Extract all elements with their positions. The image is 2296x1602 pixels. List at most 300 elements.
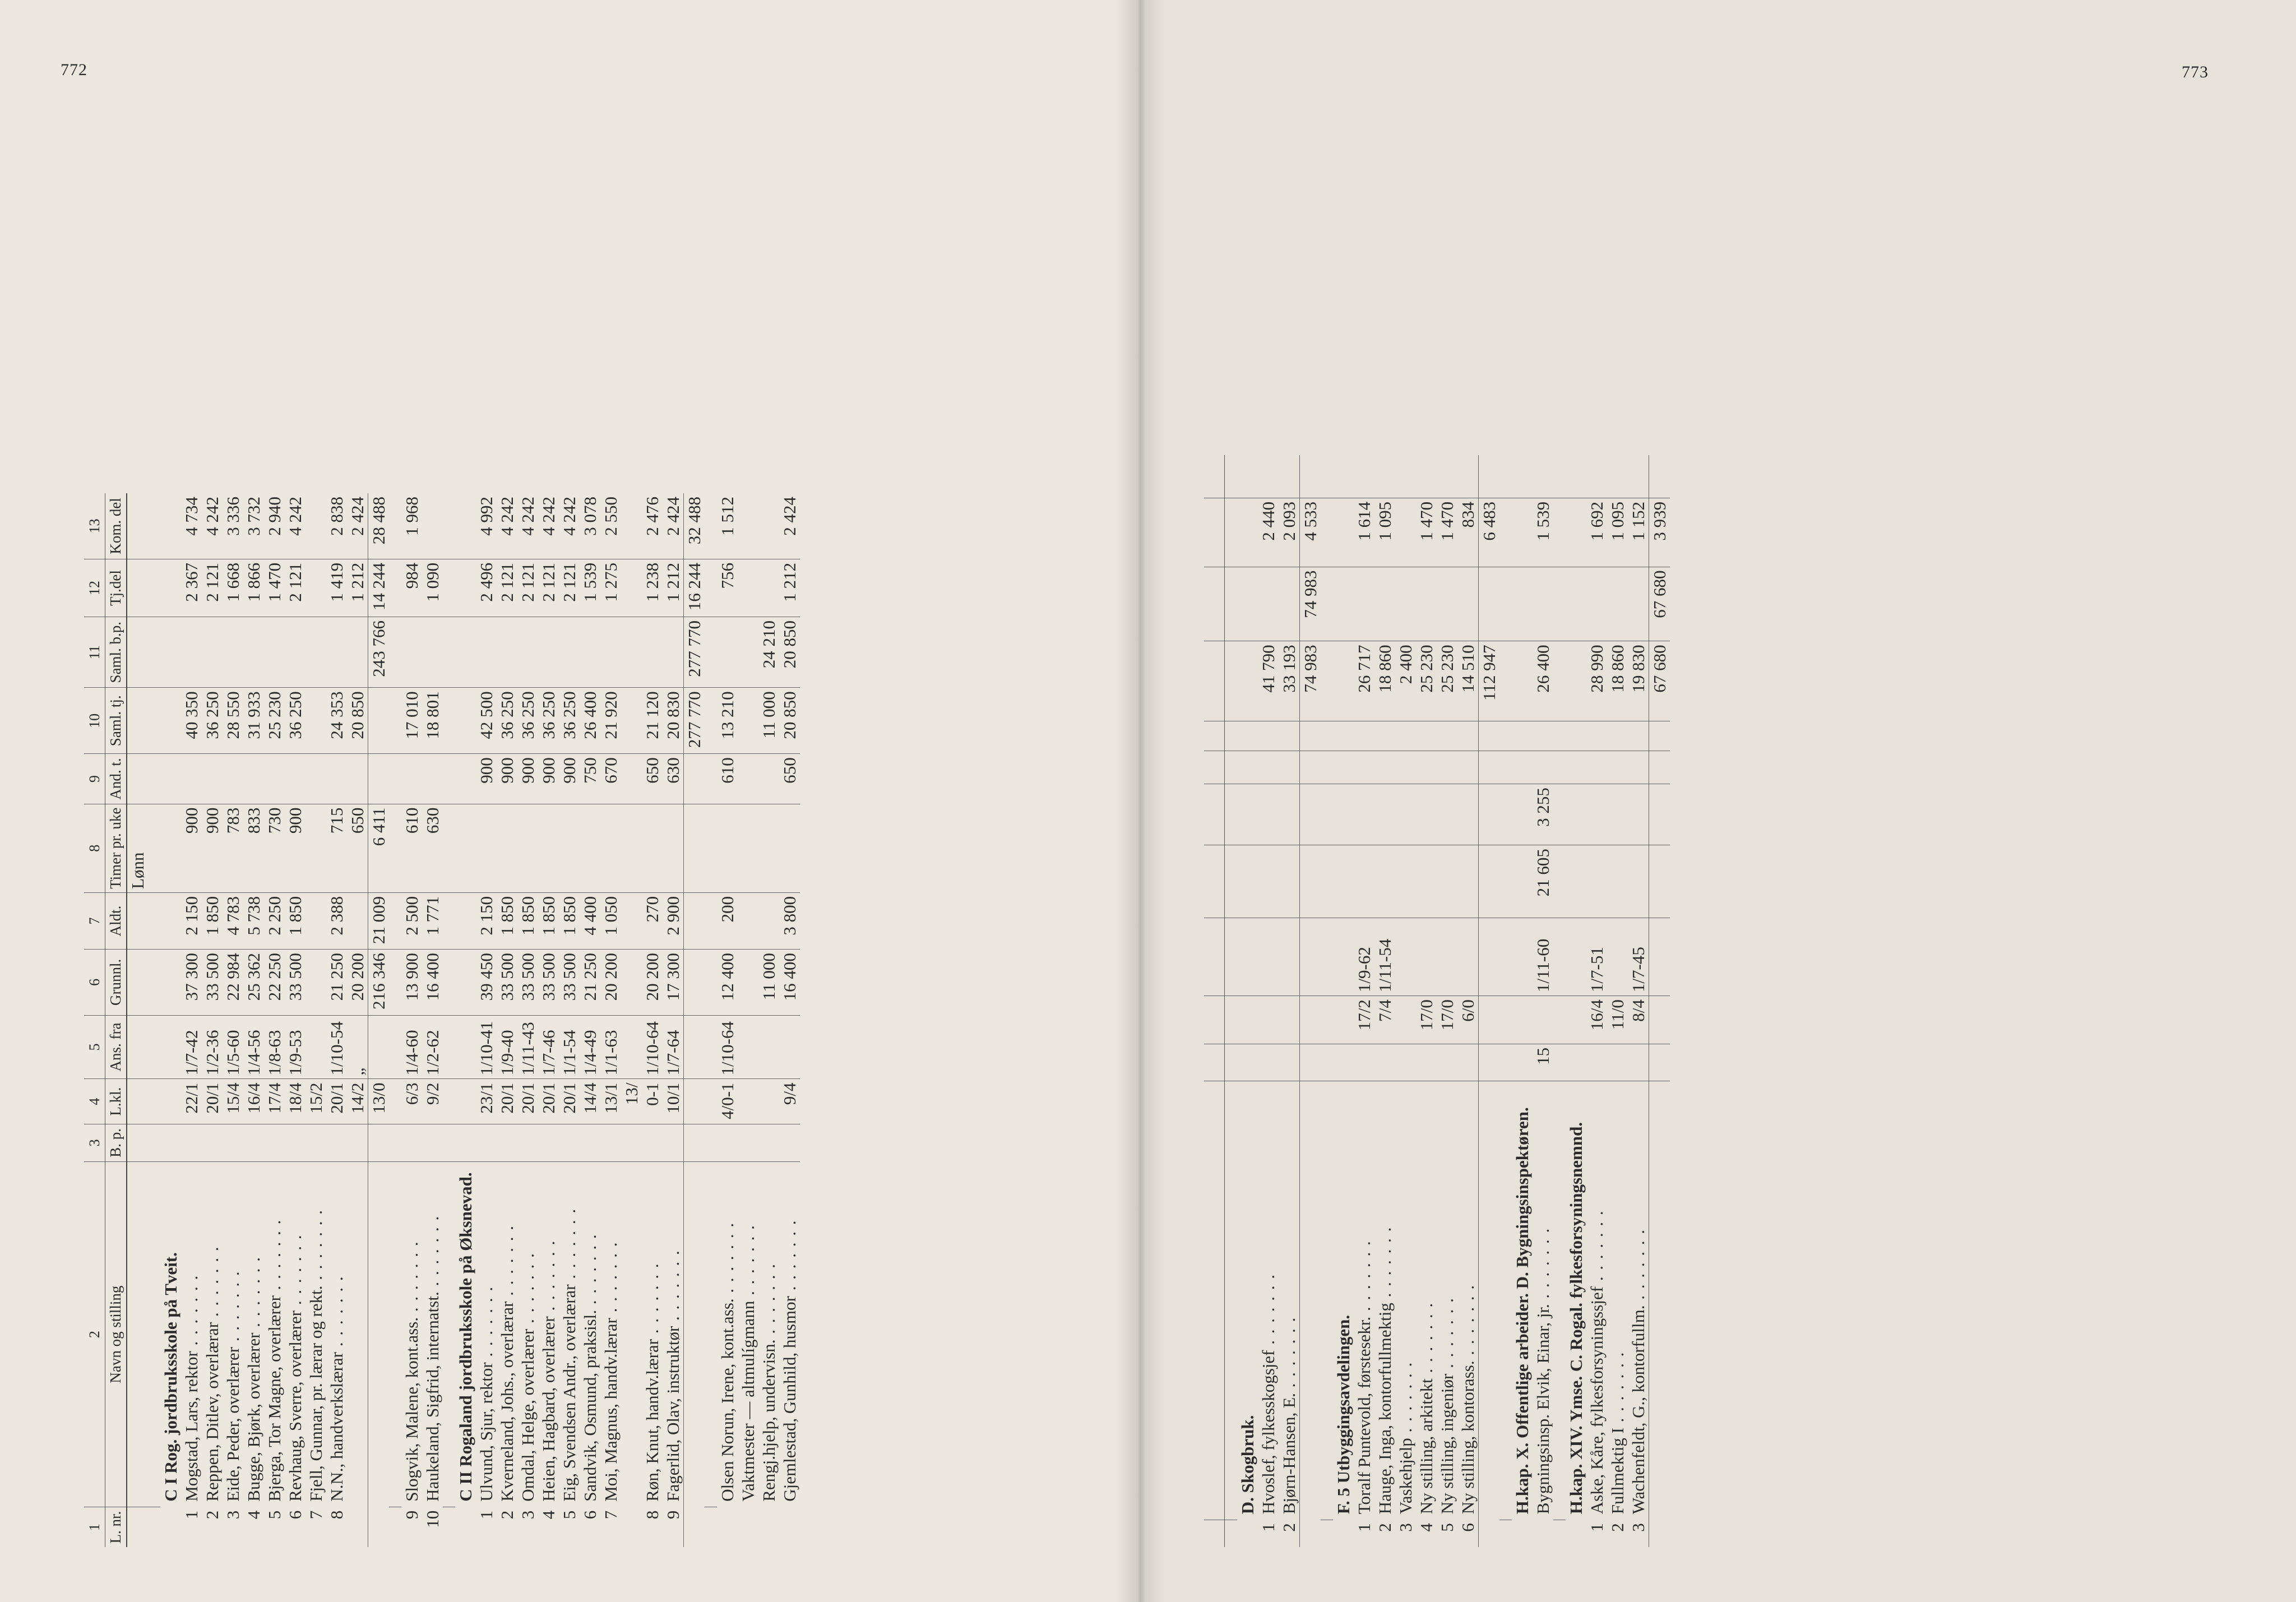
cell-ans: 1/11-54: [1374, 918, 1395, 996]
cell-name: Haukeland, Sigfrid, internatst. . . .: [422, 1161, 443, 1507]
section-gap: [1553, 455, 1566, 1547]
cell-andt: 650: [642, 754, 663, 804]
cell-nr: 6: [580, 1510, 600, 1520]
section-title-row: [1237, 455, 1258, 1547]
cell-lkl: 13/1: [600, 1079, 621, 1124]
cell-samlbp: [1395, 567, 1416, 641]
cell-andt: [326, 754, 347, 804]
cell-lkl: 17/0: [1416, 996, 1437, 1044]
cell-samltj: 26 717: [1354, 641, 1374, 721]
empty-cell: [1512, 918, 1533, 996]
cell-samlbp: [600, 617, 621, 688]
cell-grunnl: 33 500: [202, 950, 223, 1015]
empty-cell: [1566, 455, 1586, 498]
cell-ans: 1/4-56: [243, 1015, 264, 1079]
cell-aldt: [1416, 784, 1437, 845]
cell-aldt: [305, 892, 326, 949]
section-title: F. 5 Utbyggingsavdelingen.: [1334, 1314, 1353, 1515]
cell-komdel: [1607, 455, 1628, 498]
cell-andt: 650: [779, 754, 800, 804]
cell-grunnl: [1586, 845, 1607, 918]
table-row: [1586, 455, 1607, 1547]
section-gap: [1321, 455, 1333, 1547]
cell-grunnl: [1374, 845, 1395, 918]
cell-ans: [1279, 918, 1300, 996]
empty-cell: [1237, 751, 1258, 784]
page-number-left: 772: [61, 61, 87, 79]
gap-cell: [1553, 498, 1566, 567]
empty-cell: [1479, 751, 1500, 784]
section-title-row: [455, 493, 476, 1547]
right-rotated-table: [1204, 455, 1670, 1547]
cell-nr: [758, 1507, 779, 1547]
gap-cell: [1499, 784, 1512, 845]
column-number: 6: [84, 950, 105, 1015]
cell-timer: [1533, 751, 1553, 784]
cell-samltj: 31 933: [243, 688, 264, 754]
cell-bp: [1607, 1044, 1628, 1081]
cell-andt: 670: [600, 754, 621, 804]
section-sum-row: [368, 493, 390, 1547]
section-title-row: [1333, 455, 1354, 1547]
cell-ans: 1/10-64: [642, 1015, 663, 1079]
cell-lkl: 6/3: [401, 1079, 422, 1124]
cell-grunnl: 21 605: [1533, 845, 1553, 918]
cell-andt: [202, 754, 223, 804]
column-header-samltj: Saml. tj.: [105, 688, 127, 754]
cell-nr: 3: [518, 1510, 538, 1520]
gap-cell: [1321, 1044, 1333, 1081]
table-row: [1354, 455, 1374, 1547]
cell-lkl: 22/1: [181, 1079, 202, 1124]
cell-timer: [305, 804, 326, 892]
empty-cell: [1512, 498, 1533, 567]
cell-tjdel: 2 093: [1279, 498, 1300, 567]
cell-samltj: 36 250: [202, 688, 223, 754]
section-gap: [705, 493, 717, 1547]
cell-samltj: 25 230: [264, 688, 285, 754]
cell-bp: [476, 1124, 497, 1161]
cell-bp: [1374, 1044, 1395, 1081]
cell-ans: 1/9-62: [1354, 918, 1374, 996]
empty-cell: [1566, 784, 1586, 845]
cell-nr: 10: [423, 1510, 442, 1528]
cell-timer: 900: [285, 804, 305, 892]
column-header-komdel: Kom. del: [105, 493, 127, 559]
empty-cell: [1237, 455, 1258, 498]
cell-komdel: 3 336: [223, 493, 243, 559]
empty-cell: [1237, 845, 1258, 918]
cell-nr: 2: [1608, 1523, 1627, 1532]
cell-aldt: 1 850: [285, 892, 305, 949]
cell-komdel: [1586, 455, 1607, 498]
sum-samlbp: 277 770: [684, 617, 705, 688]
gap-cell: [705, 688, 717, 754]
cell-ans: 1/7-64: [663, 1015, 684, 1079]
gap-cell: [705, 1079, 717, 1124]
cell-name: Fjell, Gunnar, pr. lærar og rekt. . . .: [305, 1161, 326, 1507]
cell-samlbp: [621, 617, 642, 688]
empty-cell: [1479, 721, 1500, 751]
table-row: [559, 493, 580, 1547]
gap-cell: [1553, 641, 1566, 721]
cell-grunnl: 21 250: [580, 950, 600, 1015]
header-spacer: [127, 892, 148, 949]
sum-aldt: 21 009: [368, 892, 390, 949]
cell-nr: 9: [402, 1510, 422, 1520]
gap-cell: [1499, 845, 1512, 918]
empty-cell: [160, 493, 181, 559]
cell-samlbp: [223, 617, 243, 688]
cell-timer: [600, 804, 621, 892]
section-title: H.kap. XIV. Ymse. C. Rogal. fylkesforsyningsnemnd.: [1566, 1122, 1586, 1515]
cell-aldt: [1354, 784, 1374, 845]
cell-komdel: 4 242: [285, 493, 305, 559]
cell-aldt: [1586, 784, 1607, 845]
gap-cell: [443, 617, 455, 688]
cell-bp: [285, 1124, 305, 1161]
cell-lkl: 16/4: [1586, 996, 1607, 1044]
cell-komdel: 1 512: [717, 493, 738, 559]
cell-grunnl: [1279, 845, 1300, 918]
empty-cell: [160, 892, 181, 949]
cell-lkl: 17/0: [1437, 996, 1457, 1044]
cell-lkl: 9/4: [779, 1079, 800, 1124]
empty-cell: [1237, 498, 1258, 567]
cell-andt: [1586, 721, 1607, 751]
empty-cell: [684, 892, 705, 949]
gap-cell: [1553, 784, 1566, 845]
cell-grunnl: [1395, 845, 1416, 918]
gap-cell: [148, 688, 160, 754]
gap-cell: [389, 1124, 401, 1161]
column-number: 3: [84, 1124, 105, 1161]
gap-cell: [1225, 498, 1238, 567]
cell-tjdel: 1 470: [1437, 498, 1457, 567]
gap-cell: [443, 559, 455, 617]
cell-grunnl: 17 300: [663, 950, 684, 1015]
cell-grunnl: [1437, 845, 1457, 918]
column-number: 5: [84, 1015, 105, 1079]
cell-timer: 900: [202, 804, 223, 892]
empty-cell: [1237, 784, 1258, 845]
cell-nr: 1: [1354, 1523, 1374, 1532]
header-spacer: [127, 559, 148, 617]
table-row: [717, 493, 738, 1547]
cell-grunnl: 33 500: [497, 950, 517, 1015]
cell-samlbp: [1457, 567, 1479, 641]
cell-samlbp: [559, 617, 580, 688]
cell-komdel: 2 476: [642, 493, 663, 559]
cell-aldt: 1 850: [202, 892, 223, 949]
empty-cell: [1333, 751, 1354, 784]
cell-name: Gjemlestad, Gunhild, husmor . . .: [779, 1161, 800, 1507]
column-number: 10: [84, 688, 105, 754]
cell-bp: [347, 1124, 368, 1161]
cell-ans: 1/7-51: [1586, 918, 1607, 996]
sum-tjdel: 4 533: [1300, 498, 1321, 567]
cell-timer: 833: [243, 804, 264, 892]
gap-cell: [1225, 918, 1238, 996]
header-spacer: [127, 1161, 148, 1507]
cell-lkl: 9/2: [422, 1079, 443, 1124]
cell-tjdel: 2 121: [559, 559, 580, 617]
cell-andt: 900: [538, 754, 559, 804]
gap-cell: [389, 1015, 401, 1079]
gap-cell: [1321, 1520, 1333, 1547]
cell-name: Sandvik, Osmund, praksisl. . . .: [580, 1161, 600, 1507]
cell-samltj: 26 400: [1533, 641, 1553, 721]
header-spacer: [127, 493, 148, 559]
empty-cell: [1512, 996, 1533, 1044]
cell-andt: [1395, 721, 1416, 751]
cell-ans: 1/9-40: [497, 1015, 517, 1079]
cell-tjdel: 1 212: [779, 559, 800, 617]
cell-aldt: 200: [717, 892, 738, 949]
cell-komdel: 4 242: [538, 493, 559, 559]
gap-cell: [1499, 455, 1512, 498]
column-header-aldt: Aldt.: [105, 892, 127, 949]
cell-andt: [1607, 721, 1628, 751]
cell-nr: 1: [182, 1510, 201, 1520]
empty-cell: [368, 1161, 390, 1507]
gap-cell: [443, 688, 455, 754]
cell-lkl: 20/1: [497, 1079, 517, 1124]
cell-komdel: 4 242: [497, 493, 517, 559]
gap-cell: [389, 754, 401, 804]
gap-cell: [1225, 721, 1238, 751]
empty-cell: [684, 1079, 705, 1124]
cell-tjdel: [738, 559, 758, 617]
gap-cell: [1553, 918, 1566, 996]
gap-cell: [1499, 996, 1512, 1044]
cell-nr: 2: [1279, 1523, 1299, 1532]
cell-komdel: 4 734: [181, 493, 202, 559]
empty-cell: [1333, 455, 1354, 498]
cell-andt: [1533, 721, 1553, 751]
cell-lkl: 11/0: [1607, 996, 1628, 1044]
cell-name: Ny stilling, kontorass. . . .: [1457, 1081, 1479, 1520]
cell-timer: [1395, 751, 1416, 784]
cell-tjdel: 2 121: [285, 559, 305, 617]
gap-cell: [1321, 784, 1333, 845]
cell-nr: 9: [663, 1510, 683, 1520]
cell-andt: [181, 754, 202, 804]
cell-komdel: [1437, 455, 1457, 498]
gap-cell: [1225, 996, 1238, 1044]
cell-tjdel: 2 496: [476, 559, 497, 617]
cell-komdel: 2 550: [600, 493, 621, 559]
cell-samlbp: [1374, 567, 1395, 641]
cell-lkl: 14/2: [347, 1079, 368, 1124]
cell-komdel: [758, 493, 779, 559]
empty-cell: [1566, 567, 1586, 641]
empty-cell: [368, 1507, 390, 1547]
empty-cell: [368, 688, 390, 754]
empty-cell: [1649, 455, 1670, 498]
cell-aldt: 1 850: [538, 892, 559, 949]
cell-komdel: 3 732: [243, 493, 264, 559]
cell-timer: [1607, 751, 1628, 784]
header-spacer: [1204, 567, 1225, 641]
column-header-lkl: L.kl.: [105, 1079, 127, 1124]
cell-grunnl: [738, 950, 758, 1015]
gap-cell: [1321, 567, 1333, 641]
empty-cell: [1333, 1044, 1354, 1081]
empty-cell: [160, 1079, 181, 1124]
section-sum-row: [684, 493, 705, 1547]
cell-grunnl: 33 500: [517, 950, 538, 1015]
cell-samltj: 36 250: [538, 688, 559, 754]
gap-cell: [389, 559, 401, 617]
gap-cell: [1321, 641, 1333, 721]
column-header-bp: B. p.: [105, 1124, 127, 1161]
cell-aldt: 2 150: [476, 892, 497, 949]
empty-cell: [1479, 455, 1500, 498]
cell-komdel: [738, 493, 758, 559]
gap-cell: [148, 892, 160, 949]
cell-timer: 715: [326, 804, 347, 892]
cell-ans: 1/2-62: [422, 1015, 443, 1079]
cell-komdel: 2 424: [347, 493, 368, 559]
cell-samltj: 28 550: [223, 688, 243, 754]
gap-cell: [389, 617, 401, 688]
cell-nr: 2: [202, 1510, 222, 1520]
header-spacer: [127, 1507, 148, 1547]
cell-ans: 1/10-54: [326, 1015, 347, 1079]
nr-cell: [1333, 1520, 1354, 1547]
cell-ans: [758, 1015, 779, 1079]
cell-andt: [243, 754, 264, 804]
gap-cell: [705, 493, 717, 559]
empty-cell: [160, 804, 181, 892]
table-row: [1533, 455, 1553, 1547]
empty-cell: [1300, 784, 1321, 845]
sum-samlbp: 243 766: [368, 617, 390, 688]
cell-ans: [779, 1015, 800, 1079]
cell-bp: [305, 1124, 326, 1161]
empty-cell: [1300, 1520, 1321, 1547]
column-number-row: [84, 493, 105, 1547]
gap-cell: [148, 617, 160, 688]
gap-cell: [1321, 918, 1333, 996]
empty-cell: [160, 1124, 181, 1161]
sum-tjdel: 14 244: [368, 559, 390, 617]
cell-bp: [717, 1124, 738, 1161]
cell-komdel: [621, 493, 642, 559]
cell-tjdel: 1 692: [1586, 498, 1607, 567]
empty-cell: [1479, 784, 1500, 845]
gap-cell: [389, 804, 401, 892]
cell-nr: [738, 1507, 758, 1547]
empty-cell: [1333, 641, 1354, 721]
empty-cell: [1237, 641, 1258, 721]
cell-name: Wachenfeldt, G., kontorfullm. . . .: [1628, 1081, 1649, 1520]
cell-timer: [1457, 751, 1479, 784]
cell-grunnl: [621, 950, 642, 1015]
gap-cell: [705, 1015, 717, 1079]
cell-nr: 2: [497, 1510, 517, 1520]
empty-cell: [1237, 721, 1258, 751]
table-row: [1457, 455, 1479, 1547]
cell-timer: [663, 804, 684, 892]
cell-komdel: [1416, 455, 1437, 498]
empty-cell: [1333, 918, 1354, 996]
cell-name: Kverneland, Johs., overlærar . . .: [497, 1161, 517, 1507]
cell-ans: 1/10-41: [476, 1015, 497, 1079]
cell-samltj: 18 860: [1607, 641, 1628, 721]
cell-ans: [1457, 918, 1479, 996]
gap-cell: [1499, 641, 1512, 721]
column-header-andt: And. t.: [105, 754, 127, 804]
cell-samltj: 20 850: [347, 688, 368, 754]
cell-bp: [642, 1124, 663, 1161]
table-row: [517, 493, 538, 1547]
cell-grunnl: [1354, 845, 1374, 918]
table-row: [476, 493, 497, 1547]
gap-cell: [443, 1507, 455, 1547]
cell-nr: 4: [539, 1510, 558, 1520]
cell-andt: [223, 754, 243, 804]
cell-andt: 750: [580, 754, 600, 804]
cell-bp: [223, 1124, 243, 1161]
cell-name: Olsen Norun, Irene, kont.ass. . . .: [717, 1161, 738, 1507]
cell-name: [347, 1161, 368, 1507]
cell-ans: 1/8-63: [264, 1015, 285, 1079]
gap-cell: [1499, 918, 1512, 996]
cell-samltj: 36 250: [285, 688, 305, 754]
cell-grunnl: 33 500: [285, 950, 305, 1015]
cell-grunnl: 39 450: [476, 950, 497, 1015]
cell-grunnl: 16 400: [422, 950, 443, 1015]
header-placeholder-row: [1204, 455, 1225, 1547]
empty-cell: [1566, 1044, 1586, 1081]
section-title: C I Rog. jordbruksskole på Tveit.: [161, 1252, 180, 1502]
gap-cell: [443, 1124, 455, 1161]
cell-name: Eide, Peder, overlærer . . .: [223, 1161, 243, 1507]
cell-tjdel: [1395, 498, 1416, 567]
empty-cell: [368, 754, 390, 804]
table-row: [538, 493, 559, 1547]
cell-lkl: [758, 1079, 779, 1124]
cell-samltj: [621, 688, 642, 754]
cell-nr: 4: [244, 1510, 263, 1520]
section-gap: [1499, 455, 1512, 1547]
gap-cell: [389, 1507, 401, 1547]
cell-timer: [1586, 751, 1607, 784]
cell-name: Bjørn-Hansen, E. . . .: [1279, 1081, 1300, 1520]
cell-timer: [580, 804, 600, 892]
cell-samlbp: [1586, 567, 1607, 641]
gap-cell: [705, 559, 717, 617]
cell-bp: [600, 1124, 621, 1161]
gap-cell: [1553, 1081, 1566, 1520]
empty-cell: [684, 754, 705, 804]
cell-aldt: [1607, 784, 1628, 845]
cell-bp: [1258, 1044, 1279, 1081]
cell-samltj: 20 830: [663, 688, 684, 754]
cell-aldt: 4 400: [580, 892, 600, 949]
cell-nr: 3: [1628, 1523, 1648, 1532]
cell-timer: [1416, 751, 1437, 784]
cell-aldt: 2 500: [401, 892, 422, 949]
table-row: [642, 493, 663, 1547]
cell-timer: [758, 804, 779, 892]
cell-andt: [285, 754, 305, 804]
cell-grunnl: [1457, 845, 1479, 918]
cell-timer: 900: [181, 804, 202, 892]
cell-andt: [347, 754, 368, 804]
